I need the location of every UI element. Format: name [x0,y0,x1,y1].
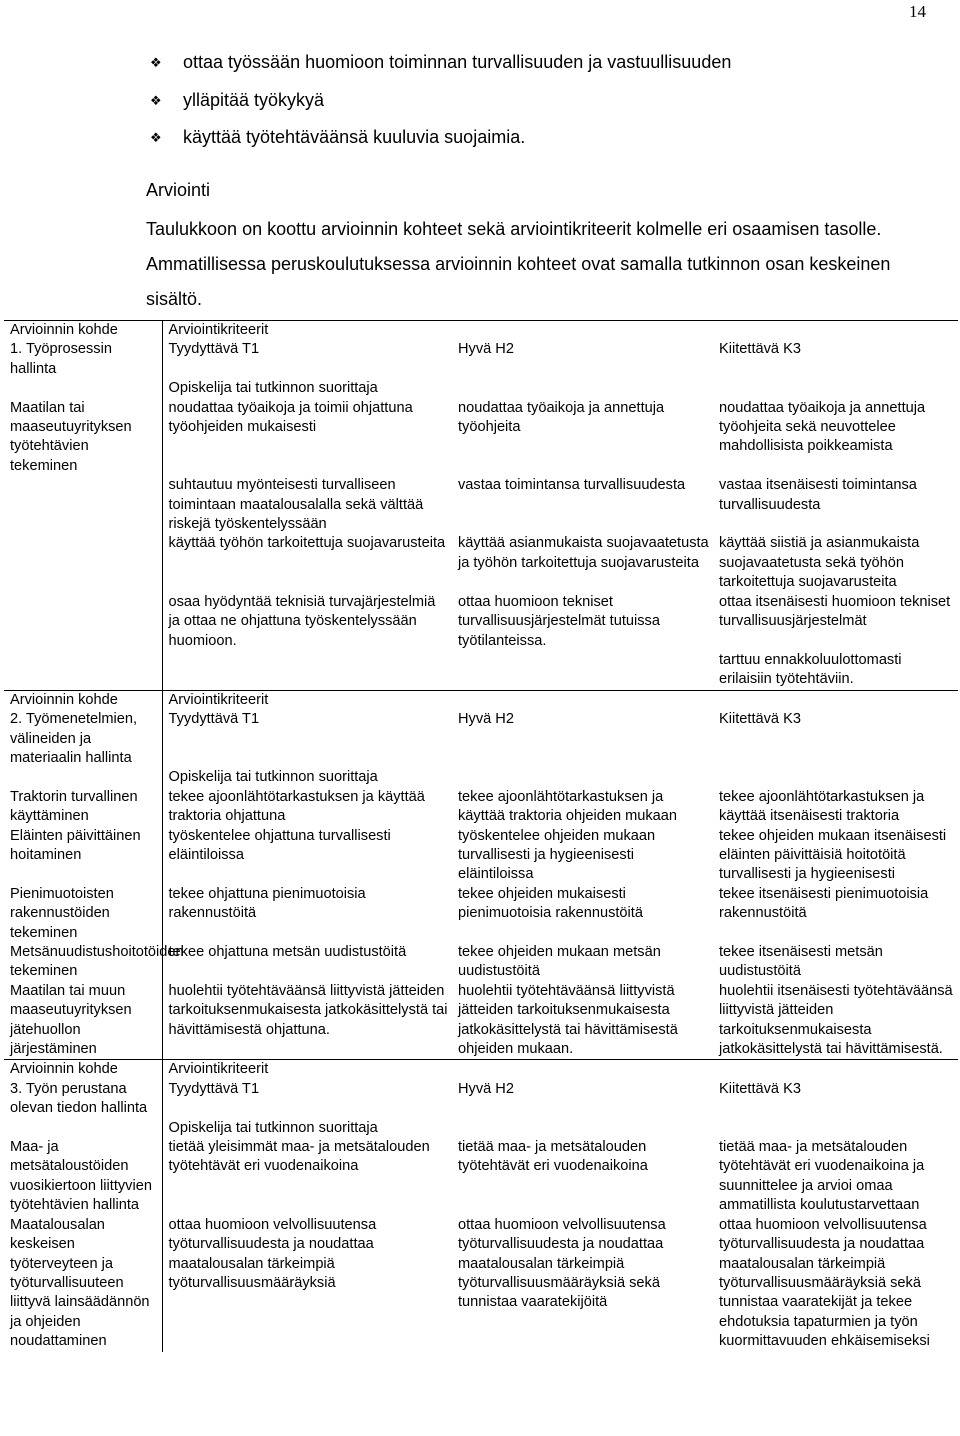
bullet-item [150,86,731,124]
k3-criteria-cell: tekee itsenäisesti pienimuotoisia rakennustöitä [719,885,929,922]
criteria-row [4,943,958,982]
criteria-header-cell: Arviointikriteerit [162,690,958,710]
bullet-item [150,48,731,86]
t1-criteria-cell: ottaa huomioon velvollisuutensa työturvallisuudesta ja noudattaa maatalousalan tärkeimpiä työturvallisuusmääräyksiä [168,1216,377,1291]
k3-criteria-cell: käyttää siistiä ja asianmukaista suojavaatetusta sekä työhön tarkoitettuja suojavarusteita [719,535,920,591]
level-t1-cell: Tyydyttävä T1 [168,711,260,728]
target-item-cell: Traktorin turvallinen käyttäminen [4,788,162,827]
intro-paragraph: Taulukkoon on koottu arvioinnin kohteet sekä arviointikriteerit kolmelle eri osaamisen tasolle. Ammatillisessa peruskoulutuksessa arvioinnin kohteet ovat samalla tutkinnon osan keskeinen sisältö. [146,219,891,309]
criteria-row [4,1138,958,1216]
k3-criteria-cell: ottaa huomioon velvollisuutensa työturvallisuudesta ja noudattaa maatalousalan tärkeimpiä työturvallisuusmääräyksiä sekä tunnistaa vaaratekijät ja tekee ehdotuksia tapaturmien ja työn kuormittavuuden ehkäisemiseksi [719,1216,930,1350]
t1-criteria-cell [162,651,452,690]
table-header-row [4,1060,958,1080]
level-row [4,1080,958,1119]
diamond-bullet-icon: ❖ [150,130,162,145]
bullet-text: ylläpitää työkykyä [183,89,325,110]
criteria-row [4,476,958,534]
h2-criteria-cell: noudattaa työaikoja ja annettuja työohjeita [458,399,665,436]
t1-criteria-cell: työskentelee ohjattuna turvallisesti eläintiloissa [168,827,391,863]
h2-criteria-cell: tietää maa- ja metsätalouden työtehtävät eri vuodenaikoina [458,1139,648,1175]
h2-criteria-cell: huolehtii työtehtäväänsä liittyvistä jätteiden tarkoituksenmukaisesta jatkokäsittelystä tai hävittämisestä ohjeiden mukaan. [458,982,678,1058]
criteria-row [4,788,958,827]
performer-cell: Opiskelija tai tutkinnon suorittaja [168,769,378,786]
target-header-cell: Arvioinnin kohde [4,690,162,710]
k3-criteria-cell: tekee ohjeiden mukaan itsenäisesti eläinten päivittäisiä hoitotöitä turvallisesti ja hygieenisesti [719,827,947,883]
target-title-cell: 3. Työn perustana olevan tiedon hallinta [4,1080,162,1119]
bullet-list [150,48,731,161]
criteria-row [4,593,958,651]
k3-criteria-cell: tekee ajoonlähtötarkastuksen ja käyttää itsenäisesti traktoria [719,788,925,825]
t1-criteria-cell: osaa hyödyntää teknisiä turvajärjestelmiä ja ottaa ne ohjattuna työskentelyssään huomioon. [168,593,436,649]
target-blank-cell [4,379,162,398]
criteria-row [4,534,958,592]
criteria-row [4,399,958,477]
h2-criteria-cell: ottaa huomioon tekniset turvallisuusjärjestelmät tutuissa työtilanteissa. [458,593,660,649]
t1-criteria-cell: tekee ajoonlähtötarkastuksen ja käyttää traktoria ohjattuna [168,788,425,825]
level-k3-cell: Kiitettävä K3 [719,711,801,728]
t1-criteria-cell: huolehtii työtehtäväänsä liittyvistä jätteiden tarkoituksenmukaisesta jatkokäsittelystä tai hävittämisestä ohjattuna. [168,982,448,1038]
target-item-cell [4,534,162,592]
h2-criteria-cell: tekee ajoonlähtötarkastuksen ja käyttää traktoria ohjeiden mukaan [458,788,678,825]
criteria-row [4,982,958,1060]
target-blank-cell [4,1119,162,1138]
level-t1-cell: Tyydyttävä T1 [168,1080,260,1097]
target-item-cell: Maatalousalan keskeisen työterveyteen ja työturvallisuuteen liittyvä lainsäädännön ja ohjeiden noudattaminen [4,1216,162,1352]
target-title-cell: 2. Työmenetelmien, välineiden ja materiaalin hallinta [4,710,162,768]
target-item-cell: Pienimuotoisten rakennustöiden tekeminen [4,885,162,943]
target-header-cell: Arvioinnin kohde [4,1060,162,1080]
target-item-cell: Maatilan tai muun maaseutuyrityksen jätehuollon järjestäminen [4,982,162,1060]
h2-criteria-cell: tekee ohjeiden mukaan metsän uudistustöitä [458,944,661,980]
k3-criteria-cell: ottaa itsenäisesti huomioon tekniset turvallisuusjärjestelmät [719,593,951,630]
diamond-bullet-icon: ❖ [150,92,162,108]
level-h2-cell: Hyvä H2 [458,1080,514,1097]
level-t1-cell: Tyydyttävä T1 [168,341,260,358]
target-item-cell: Maatilan tai maaseutuyrityksen työtehtävien tekeminen [4,399,162,477]
criteria-row [4,1216,958,1352]
table-header-row [4,321,958,341]
t1-criteria-cell: suhtautuu myönteisesti turvalliseen toimintaan maatalousalalla sekä välttää riskejä työskentelyssään [168,477,424,533]
criteria-row [4,885,958,943]
criteria-header-cell: Arviointikriteerit [162,321,958,341]
k3-criteria-cell: tarttuu ennakkoluulottomasti erilaisiin työtehtäviin. [719,651,902,688]
t1-criteria-cell: noudattaa työaikoja ja toimii ohjattuna työohjeiden mukaisesti [168,399,413,436]
t1-criteria-cell: tekee ohjattuna pienimuotoisia rakennustöitä [168,885,366,922]
target-title-cell: 1. Työprosessin hallinta [4,340,162,379]
t1-criteria-cell: käyttää työhön tarkoitettuja suojavarusteita [168,535,446,552]
performer-cell: Opiskelija tai tutkinnon suorittaja [168,380,378,397]
target-item-cell [4,651,162,690]
level-row [4,340,958,379]
target-item-cell: Eläinten päivittäinen hoitaminen [4,827,162,885]
h2-criteria-cell: ottaa huomioon velvollisuutensa työturvallisuudesta ja noudattaa maatalousalan tärkeimpiä työturvallisuusmääräyksiä sekä tunnistaa vaaratekijöitä [458,1216,666,1311]
k3-criteria-cell: huolehtii itsenäisesti työtehtäväänsä liittyvistä jätteiden tarkoituksenmukaisesta jatkokäsittelystä tai hävittämisestä. [719,982,953,1058]
k3-criteria-cell: noudattaa työaikoja ja annettuja työohjeita sekä neuvottelee mahdollisista poikkeamista [719,399,926,455]
h2-criteria-cell: käyttää asianmukaista suojavaatetusta ja työhön tarkoitettuja suojavarusteita [458,535,709,571]
performer-row [4,379,958,398]
target-blank-cell [4,768,162,787]
criteria-table-body [4,321,958,1352]
criteria-row [4,651,958,690]
target-item-cell [4,476,162,534]
page-number: 14 [909,2,926,21]
table-header-row [4,690,958,710]
performer-row [4,1119,958,1138]
section-heading: Arviointi [146,180,211,200]
bullet-item [150,123,731,161]
t1-criteria-cell: tekee ohjattuna metsän uudistustöitä [168,944,407,960]
diamond-bullet-icon: ❖ [150,55,162,70]
level-k3-cell: Kiitettävä K3 [719,1080,801,1097]
k3-criteria-cell: vastaa itsenäisesti toimintansa turvallisuudesta [719,477,917,513]
criteria-row [4,827,958,885]
criteria-table [4,320,958,1352]
h2-criteria-cell: tekee ohjeiden mukaisesti pienimuotoisia rakennustöitä [458,885,643,922]
target-header-cell: Arvioinnin kohde [4,321,162,341]
performer-row [4,768,958,787]
t1-criteria-cell: tietää yleisimmät maa- ja metsätalouden työtehtävät eri vuodenaikoina [168,1139,430,1175]
h2-criteria-cell [452,651,713,690]
bullet-text: ottaa työssään huomioon toiminnan turvallisuuden ja vastuullisuuden [183,52,732,72]
level-k3-cell: Kiitettävä K3 [719,341,801,358]
target-item-cell: Metsänuudistushoitotöiden tekeminen [4,943,162,982]
target-item-cell [4,593,162,651]
target-item-cell: Maa- ja metsätaloustöiden vuosikiertoon liittyvien työtehtävien hallinta [4,1138,162,1216]
h2-criteria-cell: vastaa toimintansa turvallisuudesta [458,477,686,494]
level-h2-cell: Hyvä H2 [458,711,514,728]
k3-criteria-cell: tietää maa- ja metsätalouden työtehtävät eri vuodenaikoina ja suunnittelee ja arvioi omaa ammatillista koulutustarvettaan [719,1139,925,1214]
h2-criteria-cell: työskentelee ohjeiden mukaan turvallisesti ja hygieenisesti eläintiloissa [458,827,656,883]
k3-criteria-cell: tekee itsenäisesti metsän uudistustöitä [719,944,883,980]
criteria-header-cell: Arviointikriteerit [162,1060,958,1080]
level-row [4,710,958,768]
bullet-text: käyttää työtehtäväänsä kuuluvia suojaimia. [183,127,526,147]
level-h2-cell: Hyvä H2 [458,341,514,358]
performer-cell: Opiskelija tai tutkinnon suorittaja [168,1119,378,1136]
